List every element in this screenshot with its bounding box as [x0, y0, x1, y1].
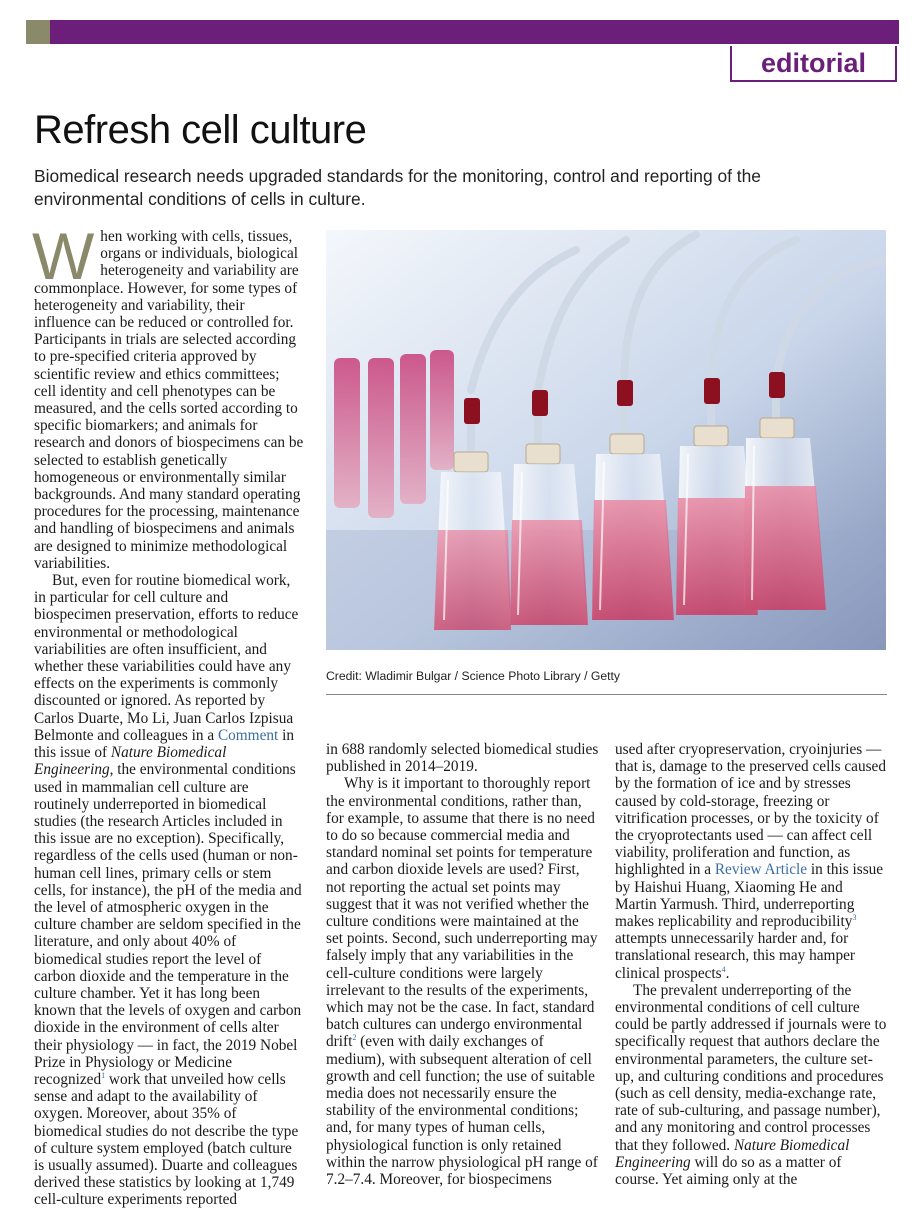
figure-divider	[326, 694, 887, 695]
section-label: editorial	[730, 46, 897, 82]
reference-link[interactable]: 1	[101, 1070, 106, 1080]
paragraph-text: Why is it important to thoroughly report the environmental conditions, rather than, for example, to assume that there is no need to do so because commercial media and standard nominal set points for temperature and carbon dioxide levels are used? First, not reporting the actual set points may suggest that it was not verified whether the culture conditions were maintained at the set points. Second, such underreporting may falsely imply that any variabilities in the cell-culture conditions were largely irrelevant to the results of the experiments, which may not be the case. In fact, standard batch cultures can undergo environmental drift	[326, 775, 598, 1051]
reference-link[interactable]: 4	[721, 964, 726, 974]
header-accent-block	[26, 20, 50, 44]
paragraph	[326, 775, 599, 1188]
cell-culture-flasks-image	[326, 230, 886, 650]
journal-name: Nature Biomedical Engineering	[615, 1136, 850, 1171]
paragraph	[32, 219, 304, 572]
journal-name: Nature Biomedical Engineering	[34, 744, 227, 779]
paragraph-text: attempts unnecessarily harder and, for translational research, this may hamper clinical prospects	[615, 930, 855, 982]
review-article-link[interactable]: Review Article	[714, 861, 808, 879]
reference-link[interactable]: 2	[352, 1033, 357, 1043]
paragraph	[615, 982, 887, 1188]
article-title: Refresh cell culture	[34, 108, 367, 152]
paragraph	[34, 572, 304, 1209]
text-column-3	[615, 741, 887, 1188]
paragraph	[615, 741, 887, 982]
paragraph-text: The prevalent underreporting of the environmental conditions of cell culture could be partly addressed if journals were to specifically request that authors declare the environmental parameters, the culture set-up, and culturing conditions and procedures (such as cell density, media-exchange rate, rate of sub-culturing, and passage number), and any monitoring and control processes that they followed.	[615, 981, 887, 1154]
paragraph-text: will do so as a matter of course. Yet aiming only at the	[615, 1153, 842, 1189]
article-standfirst: Biomedical research needs upgraded standards for the monitoring, control and reporting of the environmental conditions of cells in culture.	[34, 166, 761, 209]
paragraph-text: work that unveiled how cells sense and adapt to the availability of oxygen. Moreover, about 35% of biomedical studies do not describe the type of culture system employed (batch culture is usually assumed). Duarte and colleagues derived these statistics by looking at 1,749 cell-culture experiments reported	[34, 1070, 299, 1209]
paragraph-text: .	[725, 964, 730, 982]
paragraph-text: in this issue of	[34, 726, 295, 762]
drop-cap: W	[32, 219, 95, 293]
text-column-1	[32, 219, 304, 1209]
paragraph-text: hen working with cells, tissues, organs or individuals, biological heterogeneity and variability are commonplace. However, for some types of heterogeneity and variability, their influence can be reduced or controlled for. Participants in trials are selected according to pre-specified criteria approved by scientific review and ethics committees; cell identity and cell phenotypes can be measured, and the cells sorted according to specific biomarkers; and animals for research and donors of biospecimens can be selected to establish genetically homogeneous or environmentally similar backgrounds. And many standard operating procedures for the processing, maintenance and handling of biospecimens and animals are designed to minimize methodological variabilities.	[34, 228, 304, 572]
paragraph-text: , the environmental conditions used in mammalian cell culture are routinely underreported in biomedical studies (the research Articles included in this issue are no exception). Specifically, regardless of the cells used (human or non-human cell lines, primary cells or stem cells, for instance), the pH of the media and the level of atmospheric oxygen in the culture chamber are seldom specified in the literature, and only about 40% of biomedical studies report the level of carbon dioxide and the temperature in the culture chamber. Yet it has long been known that the levels of oxygen and carbon dioxide in the environment of cells alter their physiology — in fact, the 2019 Nobel Prize in Physiology or Medicine recognized	[34, 761, 302, 1088]
figure-credit: Credit: Wladimir Bulgar / Science Photo Library / Getty	[326, 669, 620, 683]
text-column-2	[326, 741, 599, 1188]
paragraph-text: used after cryopreservation, cryoinjuries — that is, damage to the preserved cells caused by the formation of ice and by stresses caused by cold-storage, freezing or vitrification processes, or by the toxicity of the cryoprotectants used — can affect cell viability, proliferation and function, as highlighted in a	[615, 741, 886, 879]
paragraph-text: (even with daily exchanges of medium), with subsequent alteration of cell growth and cell function; the use of suitable media does not necessarily ensure the stability of the environmental conditions; and, for many types of human cells, physiological function is only retained within the narrow physiological pH range of 7.2–7.4. Moreover, for biospecimens	[326, 1033, 598, 1189]
reference-link[interactable]: 3	[852, 912, 857, 922]
paragraph-text: But, even for routine biomedical work, in particular for cell culture and biospecimen preservation, efforts to reduce environmental or methodological variabilities are often insufficient, and whether these variabilities could have any effects on the experiments is commonly discounted or ignored. As reported by Carlos Duarte, Mo Li, Juan Carlos Izpisua Belmonte and colleagues in a	[34, 572, 299, 744]
paragraph-text: in this issue by Haishui Huang, Xiaoming He and Martin Yarmush. Third, underreporting makes replicability and reproducibility	[615, 861, 884, 931]
paragraph-text: in 688 randomly selected biomedical studies published in 2014–2019.	[326, 741, 599, 776]
comment-link[interactable]: Comment	[217, 726, 279, 744]
paragraph	[326, 741, 599, 775]
header-color-bar	[26, 20, 899, 44]
article-figure	[326, 230, 886, 650]
